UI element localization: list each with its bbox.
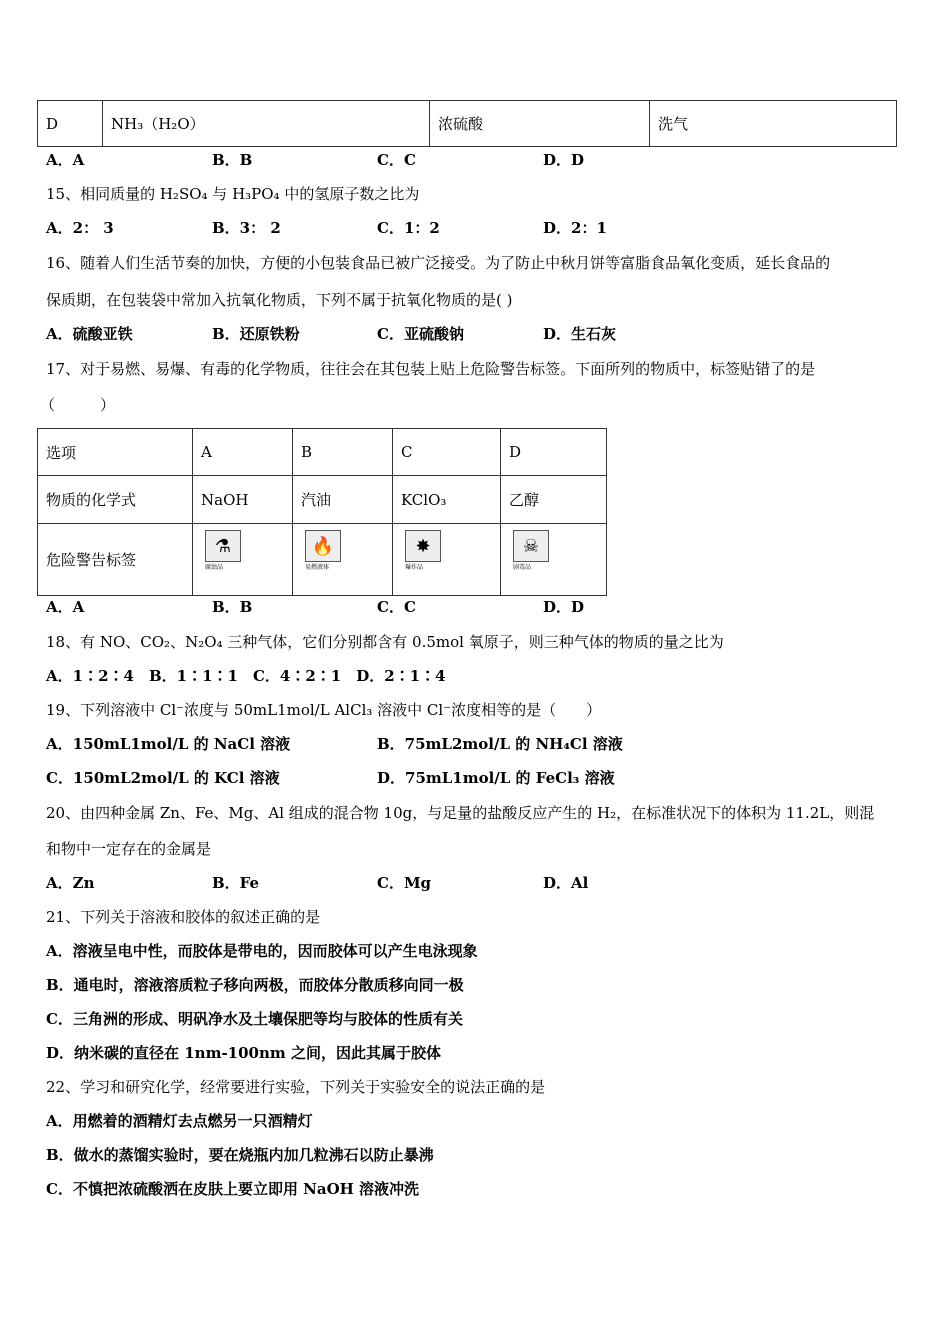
table-cell: KClO₃ (393, 476, 501, 524)
question-20-cont: 和物中一定存在的金属是 (46, 840, 212, 858)
icon-caption: 腐蚀品 (205, 564, 224, 571)
option: B．B (212, 598, 253, 616)
question-15: 15、相同质量的 H₂SO₄ 与 H₃PO₄ 中的氢原子数之比为 (46, 185, 420, 203)
toxic-icon: ☠ (513, 530, 549, 562)
option: A．硫酸亚铁 (46, 325, 133, 343)
option: C．三角洲的形成、明矾净水及土壤保肥等均与胶体的性质有关 (46, 1010, 463, 1028)
table-row (38, 429, 607, 476)
question-21: 21、下列关于溶液和胶体的叙述正确的是 (46, 908, 321, 926)
icon-caption: 易燃液体 (305, 564, 330, 571)
table-cell: C (393, 429, 501, 476)
question-22: 22、学习和研究化学，经常要进行实验，下列关于实验安全的说法正确的是 (46, 1078, 546, 1096)
table-cell: NaOH (193, 476, 293, 524)
option: D．Al (543, 874, 589, 892)
table-cell: 危险警告标签 (38, 524, 193, 596)
option: A．A (46, 151, 85, 169)
option: A．150mL1mol/L 的 NaCl 溶液 (46, 735, 291, 753)
option: B．75mL2mol/L 的 NH₄Cl 溶液 (377, 735, 623, 753)
table-cell: 浓硫酸 (430, 101, 650, 147)
option: D．2：1 (543, 219, 607, 237)
option: B．通电时，溶液溶质粒子移向两极，而胶体分散质移向同一极 (46, 976, 464, 994)
option: A．用燃着的酒精灯去点燃另一只酒精灯 (46, 1112, 313, 1130)
question-16-cont: 保质期，在包装袋中常加入抗氧化物质，下列不属于抗氧化物质的是( ) (46, 291, 513, 309)
question-20: 20、由四种金属 Zn、Fe、Mg、Al 组成的混合物 10g，与足量的盐酸反应产生的 H₂，在标准状况下的体积为 11.2L，则混 (46, 804, 875, 822)
table-cell: 乙醇 (501, 476, 607, 524)
option: C．150mL2mol/L 的 KCl 溶液 (46, 769, 280, 787)
table-cell: B (293, 429, 393, 476)
table-cell: NH₃（H₂O） (103, 101, 430, 147)
option: B．B (212, 151, 253, 169)
table-row (38, 101, 897, 147)
question-17: 17、对于易燃、易爆、有毒的化学物质，往往会在其包装上贴上危险警告标签。下面所列的物质中，标签贴错了的是 (46, 360, 816, 378)
table-cell: D (501, 429, 607, 476)
option: C．C (377, 598, 416, 616)
table-row (38, 524, 607, 596)
option: D．生石灰 (543, 325, 617, 343)
option: C．Mg (377, 874, 432, 892)
option: A．2： 3 (46, 219, 114, 237)
option: D．75mL1mol/L 的 FeCl₃ 溶液 (377, 769, 615, 787)
option: B．Fe (212, 874, 260, 892)
option: A．A (46, 598, 85, 616)
corrosive-icon: ⚗ (205, 530, 241, 562)
table-cell: 汽油 (293, 476, 393, 524)
question-16: 16、随着人们生活节奏的加快，方便的小包装食品已被广泛接受。为了防止中秋月饼等富脂食品氧化变质，延长食品的 (46, 254, 831, 272)
table-cell (293, 524, 393, 596)
table-row (38, 476, 607, 524)
option: B．还原铁粉 (212, 325, 300, 343)
table-cell (193, 524, 293, 596)
table-q14-continued (37, 100, 897, 147)
table-cell: 选项 (38, 429, 193, 476)
option: D．纳米碳的直径在 1nm-100nm 之间，因此其属于胶体 (46, 1044, 441, 1062)
icon-caption: 剧毒品 (513, 564, 532, 571)
options: A．1∶2∶4 B．1∶1∶1 C．4∶2∶1 D．2∶1∶4 (46, 667, 446, 685)
option: C．亚硫酸钠 (377, 325, 464, 343)
explosive-icon: ✸ (405, 530, 441, 562)
option: C．1：2 (377, 219, 440, 237)
table-cell (393, 524, 501, 596)
option: D．D (543, 151, 585, 169)
flammable-liquid-icon: 🔥 (305, 530, 341, 562)
question-17-cont: （ ） (40, 396, 116, 414)
table-cell: 洗气 (650, 101, 897, 147)
question-19: 19、下列溶液中 Cl⁻浓度与 50mL1mol/L AlCl₃ 溶液中 Cl⁻浓度相等的是（ ） (46, 701, 602, 719)
option: B．3： 2 (212, 219, 281, 237)
table-cell: A (193, 429, 293, 476)
icon-caption: 爆炸品 (405, 564, 424, 571)
option: A．Zn (46, 874, 95, 892)
option: C．C (377, 151, 416, 169)
option: C．不慎把浓硫酸洒在皮肤上要立即用 NaOH 溶液冲洗 (46, 1180, 420, 1198)
option: A．溶液呈电中性，而胶体是带电的，因而胶体可以产生电泳现象 (46, 942, 478, 960)
option: D．D (543, 598, 585, 616)
table-cell (501, 524, 607, 596)
question-18: 18、有 NO、CO₂、N₂O₄ 三种气体，它们分别都含有 0.5mol 氧原子，则三种气体的物质的量之比为 (46, 633, 724, 651)
table-cell: 物质的化学式 (38, 476, 193, 524)
table-q17 (37, 428, 607, 596)
table-cell: D (38, 101, 103, 147)
option: B．做水的蒸馏实验时，要在烧瓶内加几粒沸石以防止暴沸 (46, 1146, 434, 1164)
